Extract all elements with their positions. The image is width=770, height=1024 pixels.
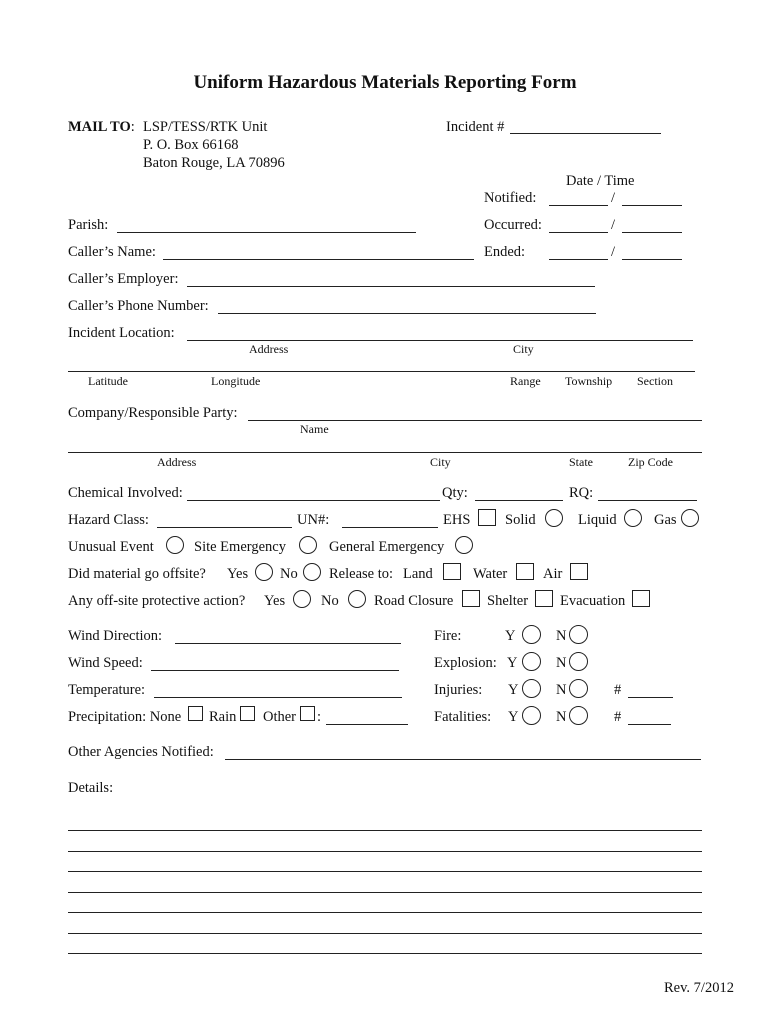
shelter-checkbox[interactable]	[535, 590, 553, 607]
latitude-caption: Latitude	[88, 374, 128, 388]
injuries-y-label: Y	[508, 682, 519, 698]
offsite-yes-radio[interactable]	[255, 563, 273, 581]
injuries-count-field[interactable]	[628, 697, 673, 698]
rq-field[interactable]	[598, 500, 697, 501]
offsite-no-label: No	[280, 566, 298, 582]
unusual-event-label: Unusual Event	[68, 539, 154, 555]
longitude-caption: Longitude	[211, 374, 261, 388]
other-precipitation-field[interactable]	[326, 724, 408, 725]
fatalities-y-label: Y	[508, 709, 519, 725]
ended-label: Ended:	[484, 244, 526, 260]
fatalities-count-field[interactable]	[628, 724, 671, 725]
callers-phone-field[interactable]	[218, 313, 596, 314]
location-address-caption: Address	[249, 342, 289, 356]
mail-to-line2: P. O. Box 66168	[143, 137, 239, 153]
wind-direction-field[interactable]	[175, 643, 401, 644]
offsite-no-radio[interactable]	[303, 563, 321, 581]
mail-to	[68, 119, 135, 135]
injuries-n-label: N	[556, 682, 567, 698]
details-line[interactable]	[68, 933, 702, 934]
location-coordinates-field[interactable]	[68, 371, 695, 372]
protective-yes-radio[interactable]	[293, 590, 311, 608]
fire-y-label: Y	[505, 628, 516, 644]
temperature-label: Temperature:	[68, 682, 146, 698]
details-label: Details:	[68, 780, 114, 796]
gas-label: Gas	[654, 512, 677, 528]
explosion-yes-radio[interactable]	[522, 652, 541, 671]
form-title: Uniform Hazardous Materials Reporting Form	[193, 72, 577, 93]
protective-no-radio[interactable]	[348, 590, 366, 608]
un-field[interactable]	[342, 527, 438, 528]
notified-date-field[interactable]	[549, 205, 608, 206]
township-caption: Township	[565, 374, 613, 388]
details-line[interactable]	[68, 871, 702, 872]
injuries-label: Injuries:	[434, 682, 483, 698]
occurred-date-field[interactable]	[549, 232, 608, 233]
explosion-label: Explosion:	[434, 655, 497, 671]
callers-employer-field[interactable]	[187, 286, 595, 287]
details-line[interactable]	[68, 953, 702, 954]
explosion-y-label: Y	[507, 655, 518, 671]
other-precipitation-checkbox[interactable]	[300, 706, 315, 721]
fatalities-label: Fatalities:	[434, 709, 492, 725]
wind-speed-field[interactable]	[151, 670, 399, 671]
land-label: Land	[403, 566, 433, 582]
land-checkbox[interactable]	[443, 563, 461, 580]
rain-checkbox[interactable]	[240, 706, 255, 721]
details-line[interactable]	[68, 912, 702, 913]
occurred-label: Occurred:	[484, 217, 542, 233]
evacuation-label: Evacuation	[560, 593, 626, 609]
mail-to-line1: LSP/TESS/RTK Unit	[143, 119, 268, 135]
fatalities-n-label: N	[556, 709, 567, 725]
incident-location-label: Incident Location:	[68, 325, 175, 341]
qty-label: Qty:	[442, 485, 468, 501]
solid-radio[interactable]	[545, 509, 563, 527]
details-line[interactable]	[68, 830, 702, 831]
shelter-label: Shelter	[487, 593, 529, 609]
other-agencies-label: Other Agencies Notified:	[68, 744, 214, 760]
ehs-label: EHS	[443, 512, 471, 528]
road-closure-label: Road Closure	[374, 593, 454, 609]
wind-direction-label: Wind Direction:	[68, 628, 163, 644]
other-label: Other	[263, 709, 297, 725]
fatalities-yes-radio[interactable]	[522, 706, 541, 725]
ended-date-field[interactable]	[549, 259, 608, 260]
qty-field[interactable]	[475, 500, 563, 501]
precipitation-none-checkbox[interactable]	[188, 706, 203, 721]
company-zip-caption: Zip Code	[628, 455, 673, 469]
ended-time-field[interactable]	[622, 259, 682, 260]
general-emergency-radio[interactable]	[455, 536, 473, 554]
incident-number-label: Incident #	[446, 119, 505, 135]
details-line[interactable]	[68, 892, 702, 893]
water-label: Water	[473, 566, 508, 582]
other-agencies-field[interactable]	[225, 759, 701, 760]
callers-phone-label: Caller’s Phone Number:	[68, 298, 209, 314]
callers-name-label: Caller’s Name:	[68, 244, 156, 260]
liquid-radio[interactable]	[624, 509, 642, 527]
company-name-field[interactable]	[248, 420, 702, 421]
protective-action-question: Any off-site protective action?	[68, 593, 246, 609]
parish-field[interactable]	[117, 232, 416, 233]
un-label: UN#:	[297, 512, 330, 528]
temperature-field[interactable]	[154, 697, 402, 698]
offsite-question: Did material go offsite?	[68, 566, 206, 582]
general-emergency-label: General Emergency	[329, 539, 445, 555]
fatalities-count-label: #	[614, 709, 622, 725]
company-city-caption: City	[430, 455, 451, 469]
hazard-class-field[interactable]	[157, 527, 292, 528]
chemical-label: Chemical Involved:	[68, 485, 183, 501]
details-line[interactable]	[68, 851, 702, 852]
injuries-yes-radio[interactable]	[522, 679, 541, 698]
incident-number-field[interactable]	[510, 133, 661, 134]
fire-no-radio[interactable]	[569, 625, 588, 644]
fire-label: Fire:	[434, 628, 462, 644]
rq-label: RQ:	[569, 485, 594, 501]
parish-label: Parish:	[68, 217, 109, 233]
occurred-time-field[interactable]	[622, 232, 682, 233]
mail-to-line3: Baton Rouge, LA 70896	[143, 155, 285, 171]
water-checkbox[interactable]	[516, 563, 534, 580]
unusual-event-radio[interactable]	[166, 536, 184, 554]
range-caption: Range	[510, 374, 541, 388]
notified-slash: /	[611, 190, 616, 206]
other-colon: :	[317, 709, 322, 725]
date-time-header: Date / Time	[566, 173, 635, 189]
site-emergency-radio[interactable]	[299, 536, 317, 554]
air-checkbox[interactable]	[570, 563, 588, 580]
injuries-no-radio[interactable]	[569, 679, 588, 698]
solid-label: Solid	[505, 512, 536, 528]
ended-slash: /	[611, 244, 616, 260]
release-to-label: Release to:	[329, 566, 394, 582]
explosion-no-radio[interactable]	[569, 652, 588, 671]
company-state-caption: State	[569, 455, 593, 469]
air-label: Air	[543, 566, 563, 582]
location-city-caption: City	[513, 342, 534, 356]
company-name-caption: Name	[300, 422, 329, 436]
fatalities-no-radio[interactable]	[569, 706, 588, 725]
fire-yes-radio[interactable]	[522, 625, 541, 644]
evacuation-checkbox[interactable]	[632, 590, 650, 607]
site-emergency-label: Site Emergency	[194, 539, 286, 555]
company-label: Company/Responsible Party:	[68, 405, 238, 421]
notified-time-field[interactable]	[622, 205, 682, 206]
fire-n-label: N	[556, 628, 567, 644]
incident-location-field[interactable]	[187, 340, 693, 341]
wind-speed-label: Wind Speed:	[68, 655, 143, 671]
ehs-checkbox[interactable]	[478, 509, 496, 526]
mail-to-label: MAIL TO	[68, 119, 131, 135]
gas-radio[interactable]	[681, 509, 699, 527]
precipitation-label: Precipitation: None	[68, 709, 182, 725]
rain-label: Rain	[209, 709, 237, 725]
road-closure-checkbox[interactable]	[462, 590, 480, 607]
notified-label: Notified:	[484, 190, 537, 206]
chemical-field[interactable]	[187, 500, 440, 501]
company-address-field[interactable]	[68, 452, 702, 453]
hazard-class-label: Hazard Class:	[68, 512, 149, 528]
injuries-count-label: #	[614, 682, 622, 698]
offsite-yes-label: Yes	[227, 566, 249, 582]
company-address-caption: Address	[157, 455, 197, 469]
section-caption: Section	[637, 374, 673, 388]
callers-name-field[interactable]	[163, 259, 474, 260]
mail-to-colon: :	[130, 119, 135, 135]
protective-yes-label: Yes	[264, 593, 286, 609]
revision-label: Rev. 7/2012	[664, 980, 734, 996]
occurred-slash: /	[611, 217, 616, 233]
protective-no-label: No	[321, 593, 339, 609]
explosion-n-label: N	[556, 655, 567, 671]
callers-employer-label: Caller’s Employer:	[68, 271, 179, 287]
liquid-label: Liquid	[578, 512, 617, 528]
